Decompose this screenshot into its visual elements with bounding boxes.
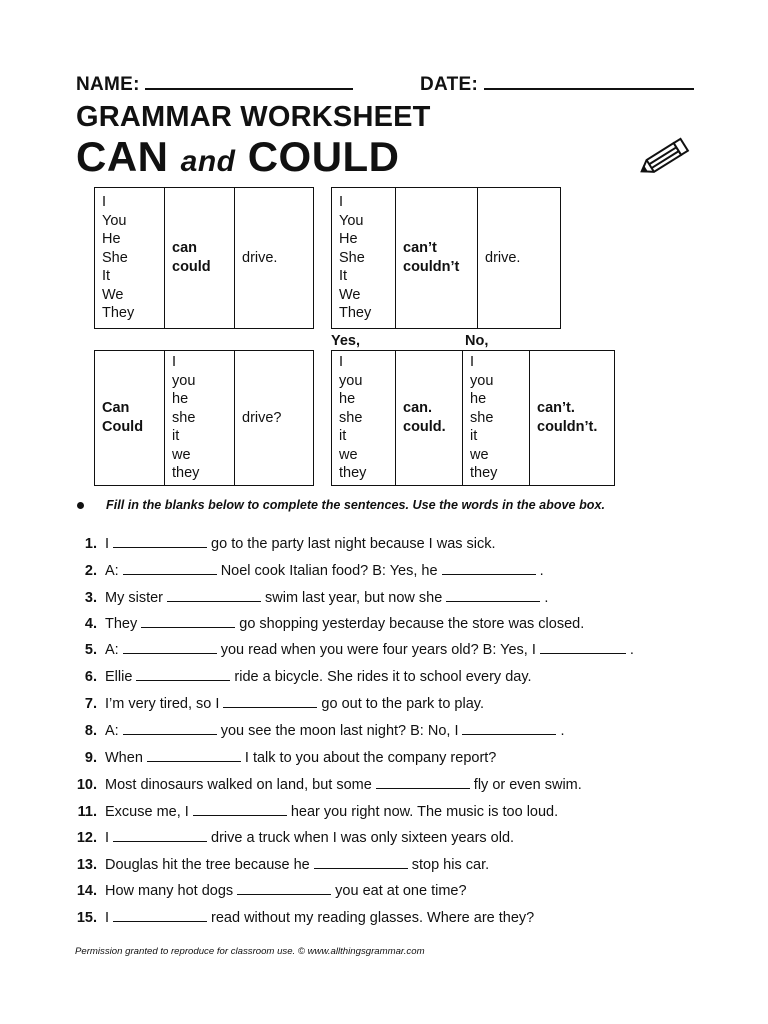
question-6: 6. Ellie ride a bicycle. She rides it to school every day. <box>84 669 532 685</box>
question-9: 9. When I talk to you about the company report? <box>84 750 497 766</box>
verb-cell: drive. <box>235 188 314 329</box>
table-affirmative <box>94 187 314 329</box>
question-13: 13. Douglas hit the tree because he stop his car. <box>76 857 490 873</box>
verb-cell: drive? <box>235 351 314 486</box>
answer-blank[interactable] <box>237 882 331 895</box>
answer-blank[interactable] <box>123 722 217 735</box>
title-and: and <box>180 145 236 178</box>
question-10: 10. Most dinosaurs walked on land, but some fly or even swim. <box>76 777 582 793</box>
date-blank[interactable] <box>484 88 694 90</box>
worksheet-heading: GRAMMAR WORKSHEET <box>76 101 431 133</box>
yes-pronoun-column: I you he she it we they <box>332 351 396 486</box>
bullet-icon <box>77 502 84 509</box>
yes-label: Yes, <box>331 333 361 349</box>
answer-blank[interactable] <box>147 749 241 762</box>
worksheet-title <box>76 133 400 181</box>
question-5: 5. A: you read when you were four years old? B: Yes, I . <box>84 642 634 658</box>
table-negative <box>331 187 561 329</box>
pronoun-column: I You He She It We They <box>95 188 165 329</box>
table-question <box>94 350 314 486</box>
name-label: NAME: <box>76 74 140 95</box>
answer-blank[interactable] <box>113 829 207 842</box>
question-8: 8. A: you see the moon last night? B: No, I . <box>84 723 565 739</box>
answer-blank[interactable] <box>141 615 235 628</box>
name-blank[interactable] <box>145 88 353 90</box>
answer-blank[interactable] <box>136 668 230 681</box>
answer-blank[interactable] <box>314 856 408 869</box>
question-4: 4. They go shopping yesterday because the store was closed. <box>84 616 585 632</box>
title-could: COULD <box>247 133 400 180</box>
question-3: 3. My sister swim last year, but now she . <box>84 590 549 606</box>
answer-blank[interactable] <box>376 776 470 789</box>
modal-column: Can Could <box>95 351 165 486</box>
answer-blank[interactable] <box>446 589 540 602</box>
question-15: 15. I read without my reading glasses. Where are they? <box>76 910 535 926</box>
question-2: 2. A: Noel cook Italian food? B: Yes, he . <box>84 563 544 579</box>
pronoun-column: I You He She It We They <box>332 188 396 329</box>
answer-blank[interactable] <box>462 722 556 735</box>
footer-permission: Permission granted to reproduce for classroom use. © www.allthingsgrammar.com <box>75 946 425 957</box>
table-short-answers <box>331 350 615 486</box>
modal-column: can could <box>165 188 235 329</box>
answer-blank[interactable] <box>123 562 217 575</box>
question-7: 7. I’m very tired, so I go out to the park to play. <box>84 696 484 712</box>
title-can: CAN <box>76 133 169 180</box>
question-11: 11. Excuse me, I hear you right now. The music is too loud. <box>77 804 559 820</box>
no-pronoun-column: I you he she it we they <box>463 351 530 486</box>
date-field[interactable] <box>420 74 694 96</box>
answer-blank[interactable] <box>540 641 626 654</box>
answer-blank[interactable] <box>113 535 207 548</box>
instructions: Fill in the blanks below to complete the sentences. Use the words in the above box. <box>106 498 605 512</box>
question-12: 12. I drive a truck when I was only sixteen years old. <box>76 830 515 846</box>
pronoun-column: I you he she it we they <box>165 351 235 486</box>
name-field[interactable] <box>76 74 353 96</box>
question-14: 14. How many hot dogs you eat at one time? <box>76 883 467 899</box>
pencil-icon <box>634 136 692 180</box>
answer-blank[interactable] <box>123 641 217 654</box>
no-modal-column: can’t. couldn’t. <box>530 351 615 486</box>
answer-blank[interactable] <box>442 562 536 575</box>
answer-blank[interactable] <box>223 695 317 708</box>
no-label: No, <box>465 333 489 349</box>
modal-column: can’t couldn’t <box>396 188 478 329</box>
answer-blank[interactable] <box>167 589 261 602</box>
date-label: DATE: <box>420 74 479 95</box>
verb-cell: drive. <box>478 188 561 329</box>
answer-blank[interactable] <box>193 803 287 816</box>
yes-modal-column: can. could. <box>396 351 463 486</box>
answer-blank[interactable] <box>113 909 207 922</box>
question-1: 1. I go to the party last night because I was sick. <box>84 536 496 552</box>
